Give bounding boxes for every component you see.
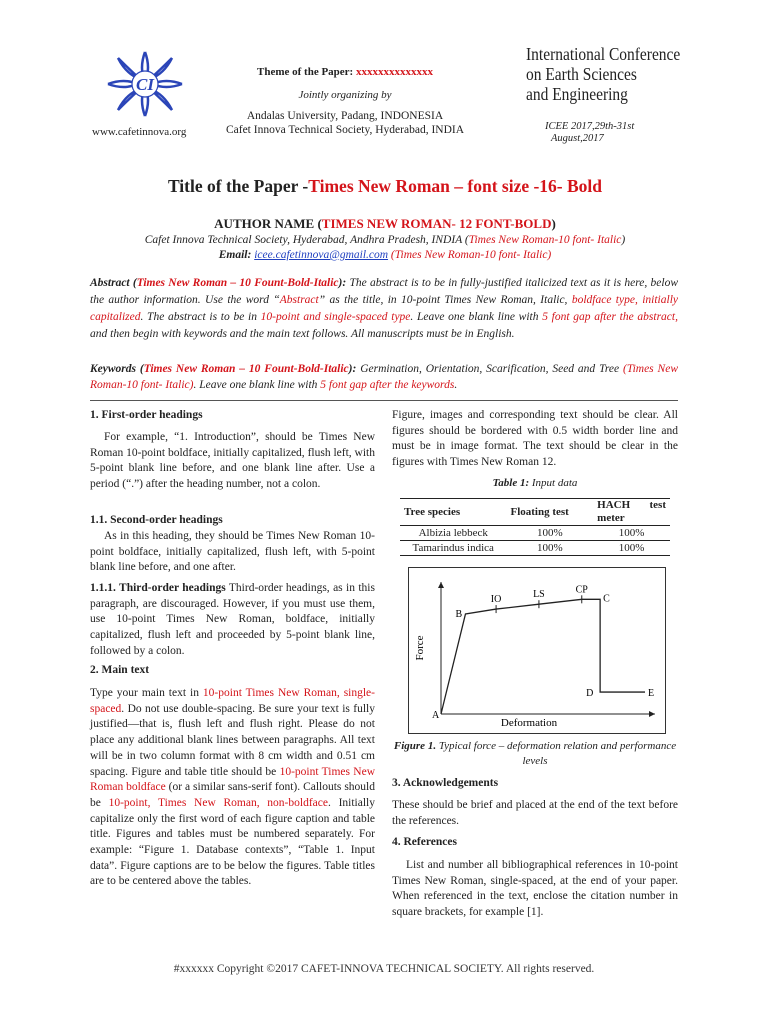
table-cell: Albizia lebbeck: [400, 526, 506, 541]
keywords-label-close: ):: [348, 363, 357, 375]
table-caption: [392, 476, 678, 492]
input-data-table: [400, 498, 670, 556]
table-cell: 100%: [593, 541, 670, 556]
abstract-highlight: Abstract: [279, 294, 319, 306]
email-label: Email:: [218, 249, 252, 261]
third-order-text: Third-order headings, as in this paragraph, are discouraged. However, if you must use them, use 10-point Times New Roman, boldface, initially capitalized, flush left and proceeded by 5-point blank line, followed by a colon.: [90, 582, 375, 657]
x-axis-label: Deformation: [500, 717, 558, 729]
conference-line-1: International Conference: [526, 44, 681, 64]
keywords-text: . Leave one blank line with: [193, 379, 321, 391]
email-font: (Times New Roman-10 font- Italic): [390, 249, 552, 261]
abstract-text: and then begin with keywords and the main text follows. All manuscripts must be in English.: [90, 328, 515, 340]
conference-line-2: on Earth Sciences: [526, 64, 637, 84]
main-text-highlight: 10-point Times New Roman, single-spaced: [90, 687, 375, 715]
theme-label: Theme of the Paper:: [257, 66, 356, 78]
conference-month: August,2017: [551, 133, 604, 144]
section-divider: [90, 400, 678, 401]
figure-caption-number: Figure 1.: [393, 740, 437, 752]
point-label: C: [603, 593, 610, 605]
abstract-highlight: 10-point and single-spaced type: [260, 311, 411, 323]
paragraph-figures: Figure, images and corresponding text should be clear. All figures should be bordered with 0.5 width border line and must be in image format. The text should be clear in the figures with Times New Roman 12.: [392, 409, 678, 469]
heading-acknowledgements: 3. Acknowledgements: [392, 777, 499, 789]
table-caption-text: Input data: [529, 477, 578, 489]
table-cell: 100%: [506, 526, 593, 541]
conference-name: [526, 44, 681, 104]
table-header-cell: Floating test: [506, 499, 593, 526]
abstract-text: The abstract is to be in fully-justified italicized text as it is here, below the author information. Use the word “: [90, 277, 678, 306]
email-line: [40, 249, 730, 261]
author-name: AUTHOR NAME (: [214, 216, 322, 231]
keywords: [90, 361, 678, 393]
heading-main-text: 2. Main text: [90, 664, 150, 676]
email-link[interactable]: icee.cafetinnova@gmail.com: [254, 249, 389, 261]
point-label: D: [586, 688, 594, 700]
point-label: E: [648, 688, 655, 700]
author-close: ): [551, 216, 556, 231]
main-text: (or a similar sans-serif font). Callouts should be: [90, 781, 376, 809]
abstract-label-close: ):: [338, 277, 347, 289]
heading-second-order: 1.1. Second-order headings: [90, 514, 223, 526]
paragraph-acknowledgements: These should be brief and placed at the end of the text before the references.: [392, 799, 678, 827]
paragraph-first-order: For example, “1. Introduction”, should be Times New Roman 10-point boldface, initially capitalized, flush left, with 5-point blank line before, and one blank line after. Use a period (“.”) after the heading number, not a colon.: [90, 431, 375, 491]
keywords-text: .: [454, 379, 458, 391]
force-deformation-line: [441, 599, 645, 714]
point-label: B: [455, 608, 463, 620]
abstract: [90, 275, 678, 343]
figure-caption: [392, 739, 678, 768]
theme-value: xxxxxxxxxxxxxx: [355, 66, 433, 78]
abstract-text: . Leave one blank line with: [410, 311, 543, 323]
organizer-1: Andalas University, Padang, INDONESIA: [246, 110, 444, 122]
heading-references: 4. References: [392, 836, 457, 848]
theme-line: [200, 66, 490, 78]
paragraph-main-text: [90, 686, 375, 890]
keywords-label: Keywords (: [90, 363, 144, 375]
main-text: Type your main text in: [90, 687, 203, 699]
heading-third-order: 1.1.1. Third-order headings: [90, 582, 226, 594]
point-label: CP: [575, 584, 588, 596]
table-cell: 100%: [593, 526, 670, 541]
logo-text: CI: [136, 75, 154, 94]
table-header-cell: Tree species: [400, 499, 506, 526]
website-link[interactable]: www.cafetinnova.org: [92, 126, 187, 138]
heading-first-order: 1. First-order headings: [90, 409, 203, 421]
abstract-label-font: Times New Roman – 10 Fount-Bold-Italic: [136, 277, 339, 289]
author-line: [60, 216, 710, 232]
author-font: TIMES NEW ROMAN- 12 FONT-BOLD: [321, 216, 552, 231]
abstract-text: ” as the title, in 10-point Times New Roman, Italic,: [318, 294, 572, 306]
paragraph-second-order: As in this heading, they should be Times New Roman 10-point boldface, initially capitalized, flush left, with 5-point blank line before, and one after.: [90, 530, 375, 574]
affiliation-text: Cafet Innova Technical Society, Hyderabad, Andhra Pradesh, INDIA (: [144, 234, 469, 246]
table-caption-number: Table 1:: [492, 477, 530, 489]
logo: [96, 42, 194, 126]
abstract-highlight: boldface type, initially capitalized: [90, 294, 678, 323]
abstract-text: . The abstract is to be in: [140, 311, 261, 323]
table-row: [400, 526, 670, 541]
conference-line-3: and Engineering: [526, 84, 628, 104]
jointly-organizing: Jointly organizing by: [298, 89, 392, 101]
point-label: IO: [490, 594, 502, 606]
main-text-highlight: 10-point Times New Roman boldface: [90, 765, 375, 794]
table-header-cell: HACH test meter: [593, 499, 670, 526]
main-text: . Do not use double-spacing. Be sure your text is fully justified—that is, flush left and flush right. Please do not place any additional blank lines between paragraphs. All text will be in two column format with 8 cm width and 0.51 cm spacing. Figure and table title should be: [90, 702, 375, 778]
figure-caption-text: Typical force – deformation relation and performance levels: [436, 740, 677, 767]
affiliation: [40, 234, 730, 246]
table-row: [400, 541, 670, 556]
table-cell: 100%: [506, 541, 593, 556]
force-deformation-figure: [408, 567, 666, 734]
keywords-highlight: 5 font gap after the keywords: [320, 379, 455, 391]
force-deformation-chart: [409, 568, 665, 733]
keywords-label-font: Times New Roman – 10 Fount-Bold-Italic: [143, 363, 349, 375]
affiliation-close: ): [621, 234, 626, 246]
copyright-footer: #xxxxxx Copyright ©2017 CAFET-INNOVA TECHNICAL SOCIETY. All rights reserved.: [173, 963, 595, 975]
point-label: A: [432, 710, 440, 721]
organizer-2: Cafet Innova Technical Society, Hyderabad, INDIA: [225, 124, 465, 136]
title-main: Times New Roman – font size -16- Bold: [308, 176, 603, 196]
affiliation-font: Times New Roman-10 font- Italic: [468, 234, 622, 246]
paper-title: [60, 176, 710, 197]
title-prefix: Title of the Paper -: [167, 176, 309, 196]
paragraph-references: List and number all bibliographical references in 10-point Times New Roman, single-spaced, at the end of your paper. When referenced in the text, enclose the citation number in square brackets, for example [1].: [392, 859, 678, 919]
paragraph-third-order: [90, 581, 375, 660]
keywords-highlight: (Times New Roman-10 font- Italic): [90, 363, 678, 391]
y-axis-label: Force: [414, 635, 426, 661]
conference-dates: ICEE 2017,29th-31st: [545, 121, 635, 132]
abstract-highlight: 5 font gap after the abstract,: [542, 311, 678, 323]
main-text-highlight: 10-point, Times New Roman, non-boldface: [108, 796, 328, 809]
main-text: . Initially capitalize only the first word of each figure caption and table title. Figures and tables must be numbered separately. For example: “Figure 1. Database contexts”, “Table 1. Input data”. Figure captions are to be below the figures. Table titles are to be centered above the tables.: [90, 796, 376, 888]
table-cell: Tamarindus indica: [400, 541, 506, 556]
keywords-text: Germination, Orientation, Scarification, Seed and Tree: [356, 363, 623, 375]
point-label: LS: [533, 589, 545, 601]
abstract-label: Abstract (: [90, 277, 137, 289]
